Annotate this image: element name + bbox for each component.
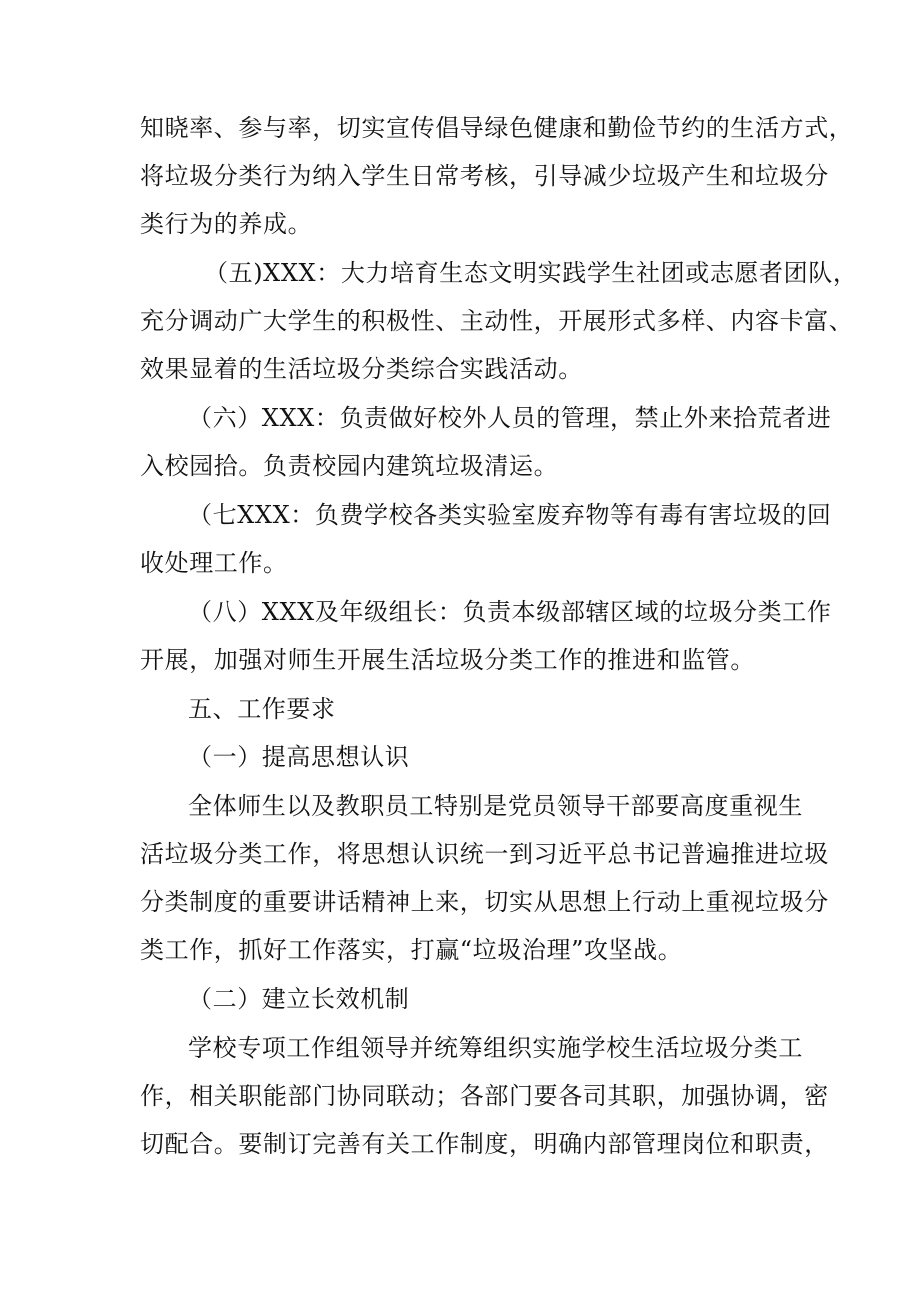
- section-heading: 五、工作要求: [188, 695, 336, 723]
- section-six-line: （六）XXX：负责做好校外人员的管理，禁止外来拾荒者进: [188, 404, 832, 432]
- paragraph-line: 开展，加强对师生开展生活垃圾分类工作的推进和监管。: [140, 646, 755, 674]
- paragraph-line: 入校园拾。负责校园内建筑垃圾清运。: [140, 452, 559, 480]
- paragraph-line: 分类制度的重要讲话精神上来，切实从思想上行动上重视垃圾分: [140, 888, 829, 916]
- subsection-heading: （一）提高思想认识: [188, 743, 410, 771]
- paragraph-line: 类行为的养成。: [140, 210, 313, 238]
- paragraph-line: 作，相关职能部门协同联动；各部门要各司其职，加强协调，密: [140, 1082, 829, 1110]
- paragraph-line: 收处理工作。: [140, 549, 288, 577]
- paragraph-line: 充分调动广大学生的积极性、主动性，开展形式多样、内容卡富、: [140, 307, 854, 335]
- paragraph-line: 全体师生以及教职员工特别是党员领导干部要高度重视生: [188, 792, 803, 820]
- subsection-heading: （二）建立长效机制: [188, 985, 410, 1013]
- paragraph-line: 效果显着的生活垃圾分类综合实践活动。: [140, 355, 583, 383]
- paragraph-line: 类工作，抓好工作落实，打赢“垃圾治理”攻坚战。: [140, 936, 683, 964]
- paragraph-line: 学校专项工作组领导并统筹组织实施学校生活垃圾分类工: [188, 1034, 803, 1062]
- paragraph-line: 将垃圾分类行为纳入学生日常考核，引导减少垃圾产生和垃圾分: [140, 162, 829, 190]
- section-seven-line: （七XXX：负费学校各类实验室废弃物等有毒有害垃圾的回: [188, 501, 832, 529]
- section-five-line: （五)XXX：大力培育生态文明实践学生社团或志愿者团队，: [204, 259, 858, 287]
- paragraph-line: 知晓率、参与率，切实宣传倡导绿色健康和勤俭节约的生活方式，: [140, 114, 854, 142]
- paragraph-line: 切配合。要制订完善有关工作制度，明确内部管理岗位和职责，: [140, 1130, 829, 1158]
- section-eight-line: （八）XXX及年级组长：负责本级部辖区域的垃圾分类工作: [188, 598, 832, 626]
- paragraph-line: 活垃圾分类工作，将思想认识统一到习近平总书记普遍推进垃圾: [140, 840, 829, 868]
